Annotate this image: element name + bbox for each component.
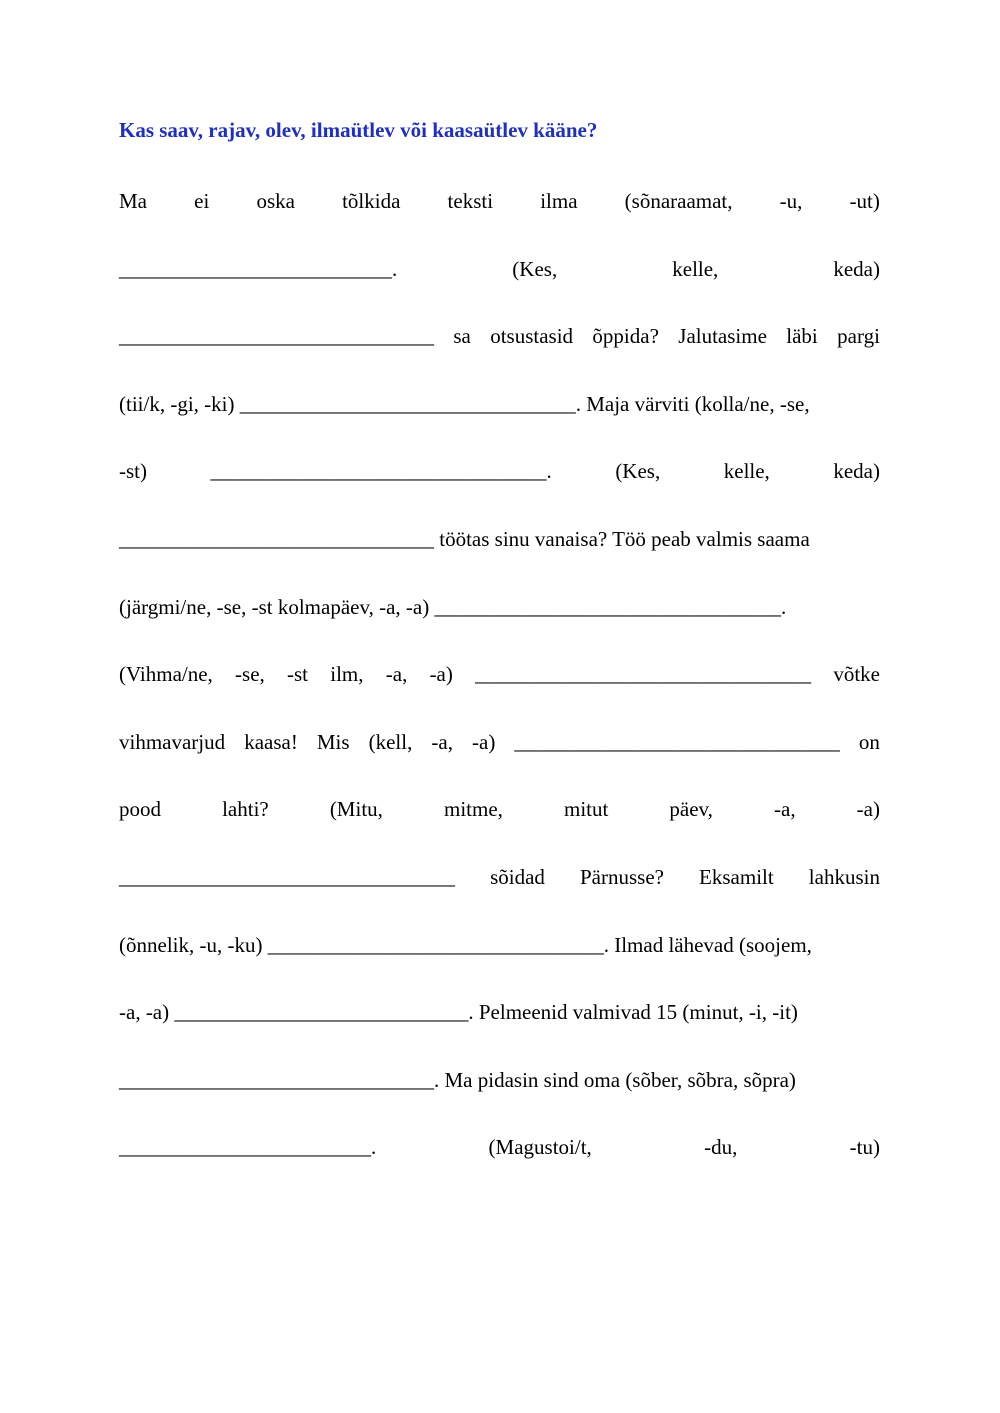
word: pargi [837, 324, 880, 349]
word: ilma [540, 189, 578, 213]
word: kelle, [672, 256, 719, 281]
word: ilm, [330, 662, 364, 687]
answer-blank: ______________________________ töötas sinu vanaisa? Töö peab valmis saama [119, 526, 810, 551]
word: päev, [669, 797, 713, 822]
word: (Mitu, [329, 797, 383, 822]
word: Ma [119, 189, 147, 213]
word: (kell, [368, 729, 413, 754]
word: -a) [429, 662, 453, 687]
word: sa [453, 324, 471, 349]
answer-blank: ________________________. [119, 1135, 377, 1160]
word: -u, [779, 189, 803, 213]
word: otsustasid [490, 324, 574, 349]
word: läbi [786, 324, 818, 349]
word: -st [287, 662, 309, 687]
word: -a, [431, 729, 453, 754]
text-line [119, 250, 880, 318]
text-line [119, 993, 880, 1061]
word: -se, [235, 662, 265, 687]
word: tõlkida [342, 189, 401, 213]
word: -a) [472, 729, 496, 754]
answer-blank: (järgmi/ne, -se, -st kolmapäev, -a, -a) _________________________________. [119, 594, 787, 619]
word: -a) [856, 797, 880, 822]
answer-blank: _______________________________ [514, 729, 840, 754]
answer-blank: (õnnelik, -u, -ku) ________________________________. Ilmad lähevad (soojem, [119, 932, 812, 957]
answer-blank: __________________________. [119, 256, 398, 281]
word: (Kes, [512, 256, 558, 281]
word: (sõnaraamat, [624, 189, 733, 213]
answer-blank: (tii/k, -gi, -ki) ________________________________. Maja värviti (kolla/ne, -se, [119, 391, 810, 416]
text-line [119, 452, 880, 520]
answer-blank: ______________________________ [119, 324, 434, 349]
word: -tu) [849, 1135, 880, 1160]
word: ei [194, 189, 210, 213]
text-line [119, 790, 880, 858]
word: mitme, [443, 797, 503, 822]
word: võtke [833, 662, 880, 687]
word: õppida? [592, 324, 659, 349]
text-line [119, 1128, 880, 1196]
text-line [119, 858, 880, 926]
text-line [119, 655, 880, 723]
text-line [119, 317, 880, 385]
worksheet-title: Kas saav, rajav, olev, ilmaütlev või kaasaütlev kääne? [119, 118, 598, 142]
word: kelle, [723, 459, 770, 484]
word: on [858, 729, 880, 754]
word: lahti? [222, 797, 269, 822]
answer-blank: ______________________________. Ma pidasin sind oma (sõber, sõbra, sõpra) [119, 1067, 796, 1092]
word: -a, [774, 797, 796, 822]
word: kaasa! [244, 729, 298, 754]
text-line [119, 926, 880, 994]
word: Mis [316, 729, 350, 754]
answer-blank: ________________________________ [119, 864, 455, 889]
word: teksti [447, 189, 494, 213]
word: pood [119, 797, 161, 822]
word: (Kes, [615, 459, 661, 484]
text-line [119, 520, 880, 588]
word: (Vihma/ne, [119, 662, 213, 687]
text-line [119, 385, 880, 453]
word: sõidad [490, 864, 545, 889]
text-line [119, 1061, 880, 1129]
text-line [119, 182, 880, 250]
text-line [119, 588, 880, 656]
exercise-text [119, 182, 880, 1196]
word: Jalutasime [678, 324, 767, 349]
word: oska [256, 189, 295, 213]
answer-blank: -a, -a) ____________________________. Pelmeenid valmivad 15 (minut, -i, -it) [119, 1000, 798, 1025]
word: -du, [704, 1135, 738, 1160]
word: mitut [563, 797, 609, 822]
text-line [119, 723, 880, 791]
answer-blank: ________________________________. [210, 459, 552, 484]
word: -st) [119, 459, 147, 484]
word: Pärnusse? [579, 864, 664, 889]
word: vihmavarjud [119, 729, 226, 754]
word: lahkusin [808, 864, 880, 889]
word: Eksamilt [699, 864, 774, 889]
word: -a, [385, 662, 408, 687]
word: (Magustoi/t, [488, 1135, 592, 1160]
word: -ut) [849, 189, 880, 213]
answer-blank: ________________________________ [475, 662, 812, 687]
word: keda) [833, 459, 880, 484]
word: keda) [833, 256, 880, 281]
